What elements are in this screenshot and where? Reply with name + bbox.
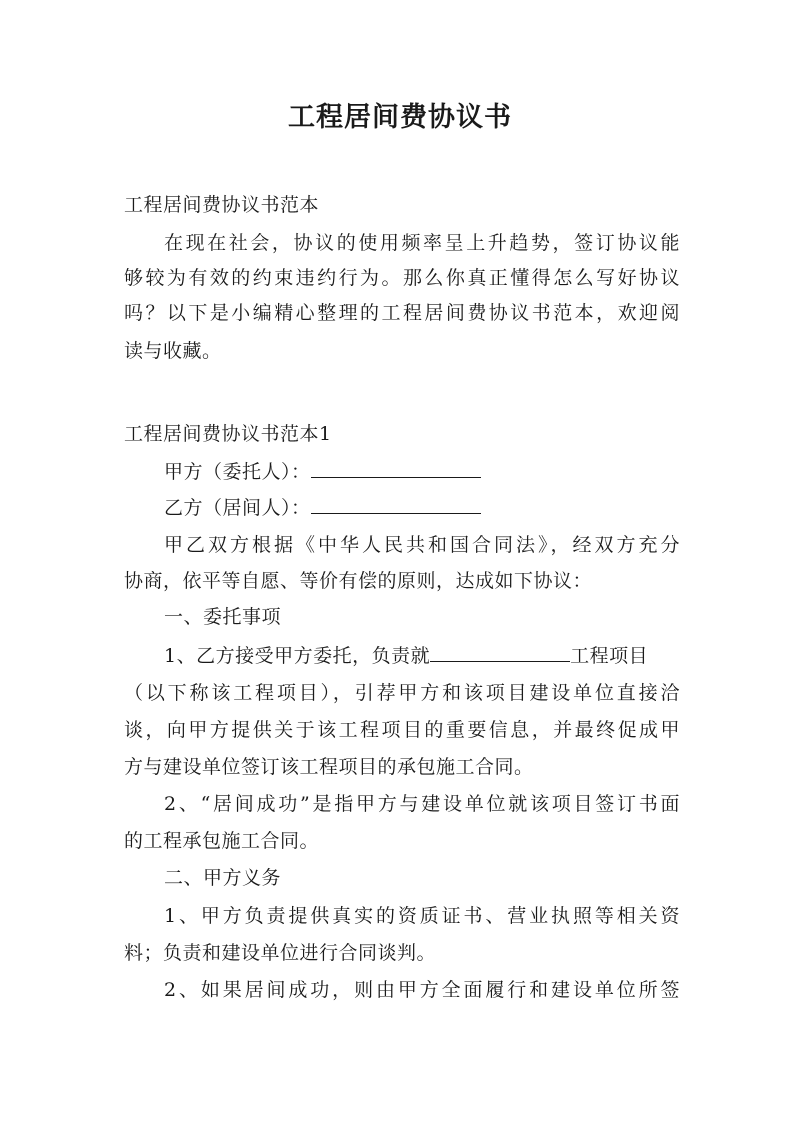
document-title: 工程居间费协议书 [288,102,512,133]
party-b-line [164,495,481,520]
section-heading: 二、甲方义务 [164,867,282,889]
clause-line: （以下称该工程项目），引荐甲方和该项目建设单位直接洽 [124,682,680,704]
clause-text: 1、乙方接受甲方委托，负责就 [164,645,431,667]
clause-line [164,643,648,668]
intro-line: 吗？以下是小编精心整理的工程居间费协议书范本，欢迎阅 [124,302,680,324]
party-a-line [164,459,481,484]
intro-line: 在现在社会，协议的使用频率呈上升趋势，签订协议能 [164,232,680,254]
party-a-blank [311,459,481,478]
clause-line: 2、如果居间成功，则由甲方全面履行和建设单位所签 [164,979,680,1001]
sample-heading: 工程居间费协议书范本1 [124,423,332,445]
preamble-line: 协商，依平等自愿、等价有偿的原则，达成如下协议： [124,570,593,592]
project-blank [430,643,570,662]
clause-line: 方与建设单位签订该工程项目的承包施工合同。 [124,756,534,778]
party-a-label: 甲方（委托人）： [164,461,311,483]
clause-line: 谈，向甲方提供关于该工程项目的重要信息，并最终促成甲 [124,719,680,741]
clause-line: 料；负责和建设单位进行合同谈判。 [124,942,437,964]
clause-line: 的工程承包施工合同。 [124,830,320,852]
intro-line: 够较为有效的约束违约行为。那么你真正懂得怎么写好协议 [124,267,680,289]
clause-line: 2、“居间成功”是指甲方与建设单位就该项目签订书面 [164,793,680,815]
preamble-line: 甲乙双方根据《中华人民共和国合同法》，经双方充分 [164,534,680,556]
intro-line: 读与收藏。 [124,340,222,362]
clause-text: 工程项目 [570,645,649,667]
party-b-blank [311,495,481,514]
section-heading: 一、委托事项 [164,606,282,628]
party-b-label: 乙方（居间人）： [164,497,311,519]
subtitle: 工程居间费协议书范本 [124,194,320,216]
clause-line: 1、甲方负责提供真实的资质证书、营业执照等相关资 [164,905,680,927]
